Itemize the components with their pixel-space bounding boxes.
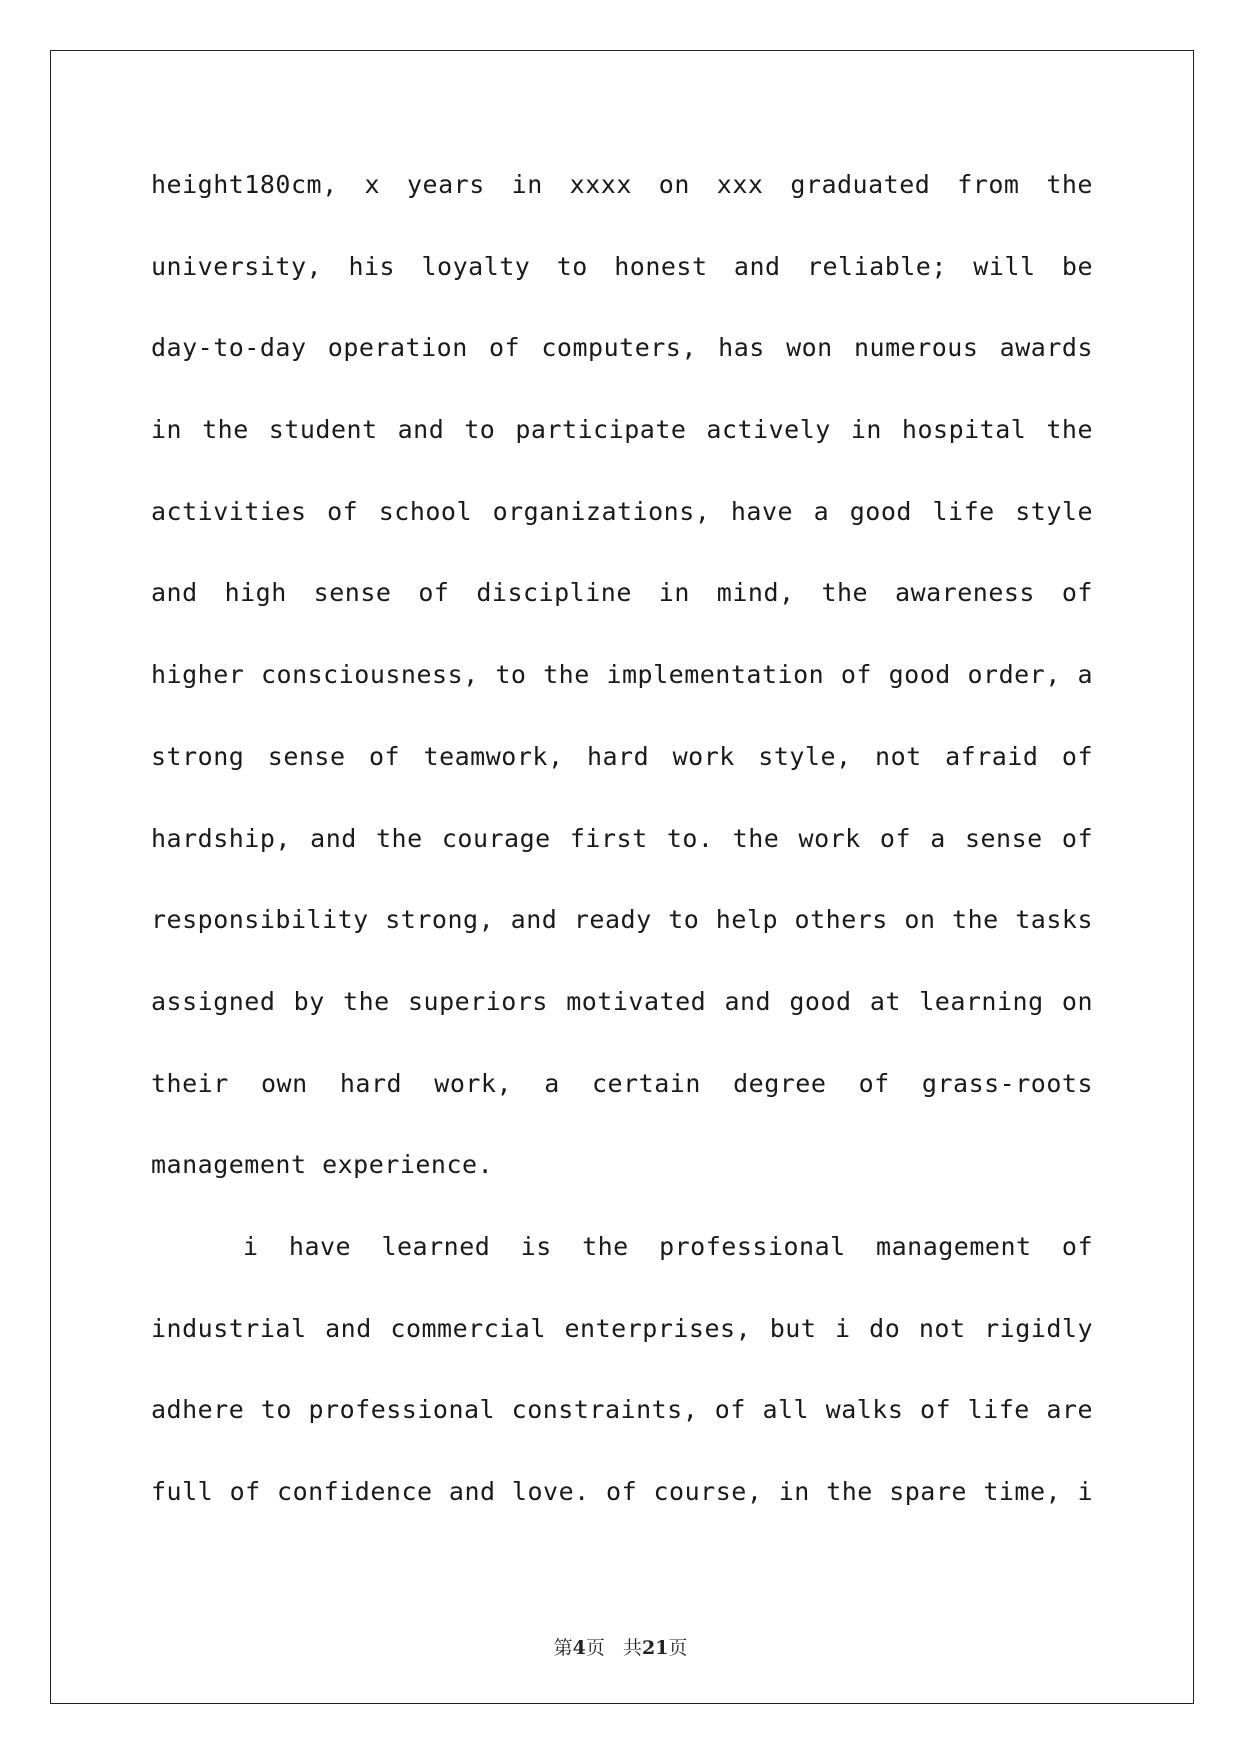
- current-page-number: 4: [572, 1637, 586, 1659]
- text-line: assigned by the superiors motivated and good at learning on: [151, 986, 1093, 1016]
- text-line: in the student and to participate actively in hospital the: [151, 415, 1093, 445]
- text-line: and high sense of discipline in mind, the awareness of: [151, 578, 1093, 608]
- text-line: university, his loyalty to honest and reliable; will be: [151, 251, 1093, 281]
- paragraph-end-line: management experience.: [151, 1150, 494, 1180]
- footer-total-unit: 页: [668, 1637, 688, 1659]
- text-line: strong sense of teamwork, hard work style, not afraid of: [151, 741, 1093, 771]
- total-pages: 21: [641, 1637, 669, 1659]
- footer-total-prefix: 共: [622, 1637, 642, 1659]
- text-line: hardship, and the courage first to. the work of a sense of: [151, 823, 1093, 853]
- footer-page-unit: 页: [585, 1637, 605, 1659]
- text-line: higher consciousness, to the implementation of good order, a: [151, 660, 1093, 690]
- text-line: height180cm, x years in xxxx on xxx graduated from the: [151, 170, 1093, 199]
- text-line: full of confidence and love. of course, in the spare time, i: [151, 1477, 1093, 1506]
- text-line: industrial and commercial enterprises, but i do not rigidly: [151, 1313, 1093, 1343]
- text-line: day-to-day operation of computers, has won numerous awards: [151, 333, 1093, 363]
- document-body: [151, 160, 1093, 1549]
- text-line: adhere to professional constraints, of all walks of life are: [151, 1395, 1093, 1425]
- text-line: responsibility strong, and ready to help others on the tasks: [151, 905, 1093, 935]
- text-line: activities of school organizations, have a good life style: [151, 496, 1093, 526]
- text-line: their own hard work, a certain degree of grass-roots: [151, 1068, 1093, 1098]
- footer-prefix: 第: [553, 1637, 573, 1659]
- page-footer: [0, 1633, 1241, 1660]
- paragraph-start-line: i have learned is the professional management of: [243, 1231, 1093, 1261]
